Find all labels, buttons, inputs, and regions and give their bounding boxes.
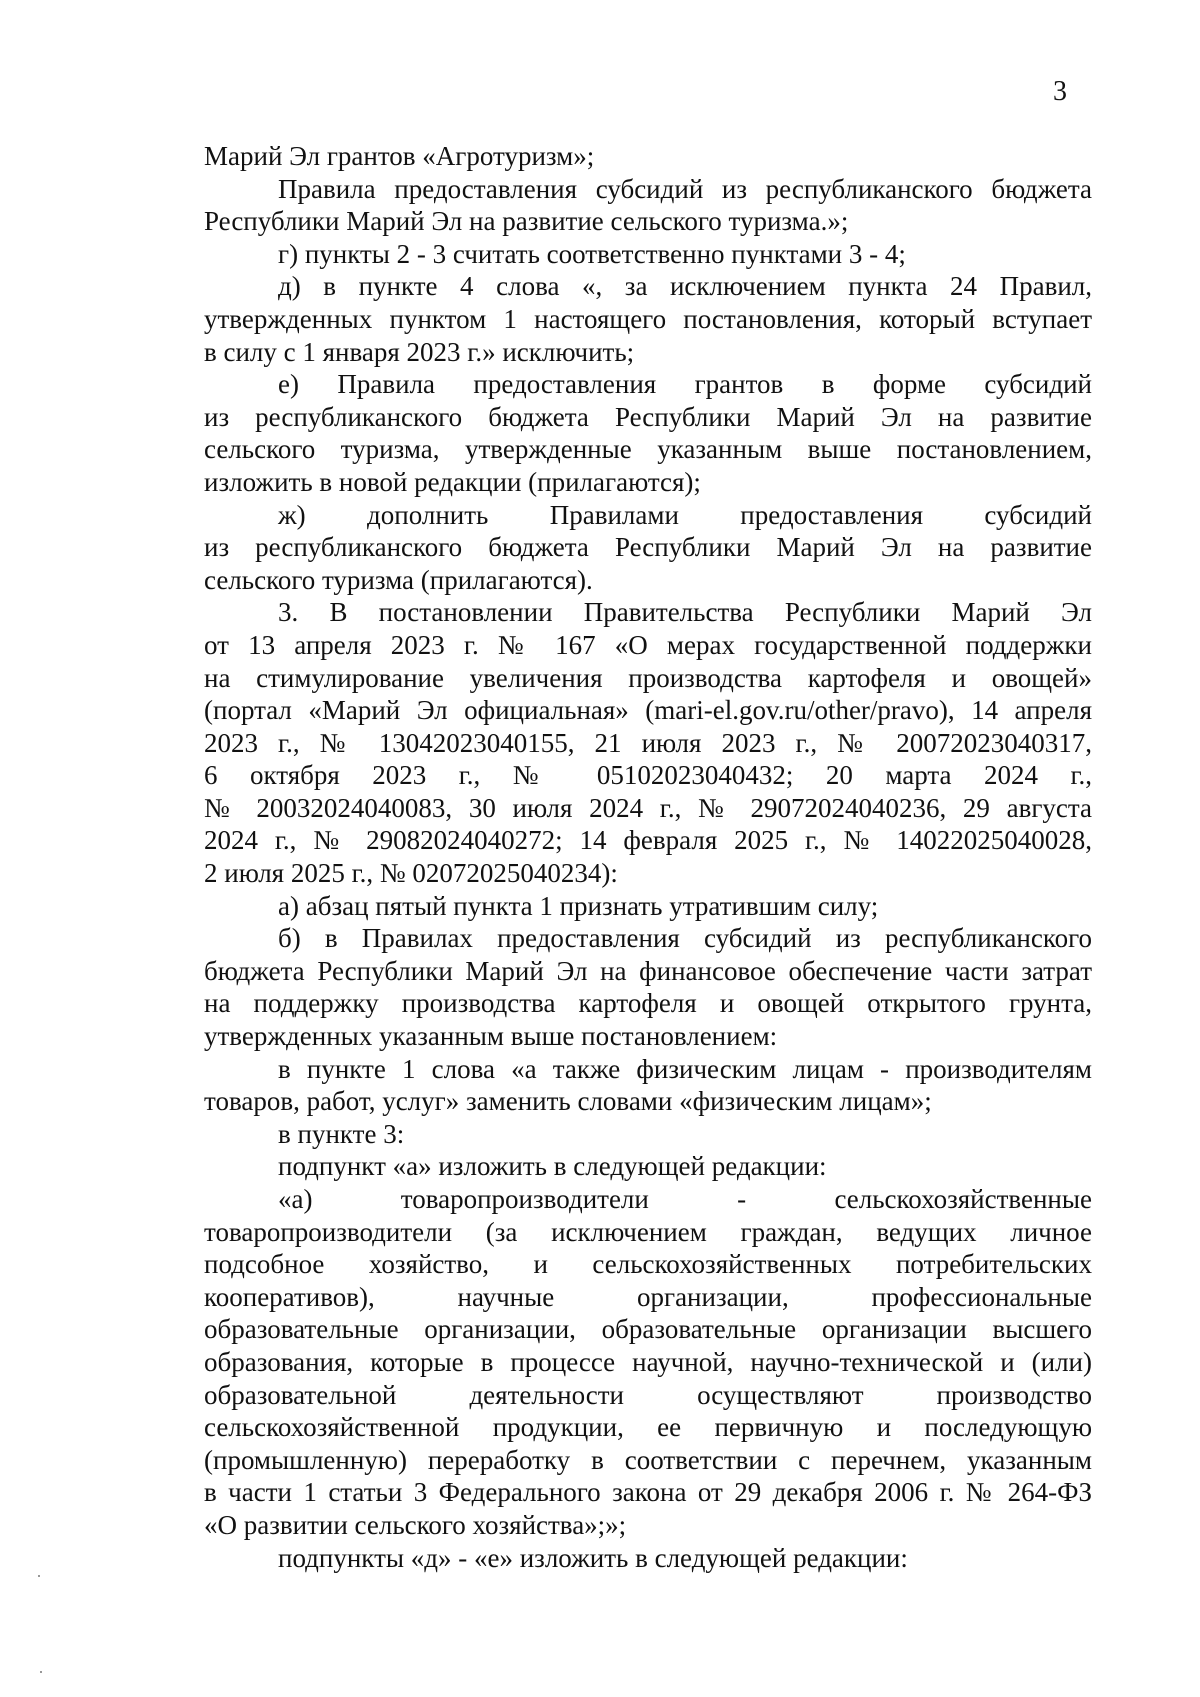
text-line: г) пункты 2 - 3 считать соответственно пунктами 3 - 4; <box>278 238 906 269</box>
text-line: подсобное хозяйство, и сельскохозяйственных потребительских <box>204 1249 1092 1280</box>
text-line: образовательные организации, образовательные организации высшего <box>204 1314 1092 1345</box>
text-line: в части 1 статьи 3 Федерального закона от 29 декабря 2006 г. № 264-ФЗ <box>204 1477 1092 1508</box>
text-line: на стимулирование увеличения производства картофеля и овощей» <box>204 662 1092 693</box>
text-line: д) в пункте 4 слова «, за исключением пункта 24 Правил, <box>278 271 1092 302</box>
text-line: (промышленную) переработку в соответствии с перечнем, указанным <box>204 1444 1092 1475</box>
text-line: товаров, работ, услуг» заменить словами «физическим лицам»; <box>204 1086 932 1117</box>
text-line: в силу с 1 января 2023 г.» исключить; <box>204 336 635 367</box>
text-line: сельского туризма, утвержденные указанным выше постановлением, <box>204 434 1092 465</box>
text-line: утвержденных пунктом 1 настоящего постановления, который вступает <box>204 303 1092 334</box>
text-line: образовательной деятельности осуществляют производство <box>204 1379 1092 1410</box>
text-line: подпункт «а» изложить в следующей редакции: <box>278 1151 827 1182</box>
text-line: подпункты «д» - «е» изложить в следующей редакции: <box>278 1542 908 1573</box>
text-line: е) Правила предоставления грантов в форме субсидий <box>278 369 1092 400</box>
text-line: в пункте 3: <box>278 1118 405 1149</box>
text-line: б) в Правилах предоставления субсидий из республиканского <box>278 923 1092 954</box>
text-line: 2024 г., № 29082024040272; 14 февраля 2025 г., № 14022025040028, <box>204 825 1092 856</box>
text-line: сельского туризма (прилагаются). <box>204 564 593 595</box>
text-line: Республики Марий Эл на развитие сельского туризма.»; <box>204 206 849 237</box>
text-line: 2 июля 2025 г., № 02072025040234): <box>204 858 618 889</box>
text-line: от 13 апреля 2023 г. № 167 «О мерах государственной поддержки <box>204 629 1092 660</box>
text-line: «О развитии сельского хозяйства»;»; <box>204 1509 627 1540</box>
text-line: а) абзац пятый пункта 1 признать утратившим силу; <box>278 890 879 921</box>
document-body <box>204 140 1092 1574</box>
text-line: 3. В постановлении Правительства Республики Марий Эл <box>278 597 1092 628</box>
text-line: изложить в новой редакции (прилагаются); <box>204 466 701 497</box>
text-line: ж) дополнить Правилами предоставления субсидий <box>278 499 1092 530</box>
text-line: из республиканского бюджета Республики Марий Эл на развитие <box>204 532 1092 563</box>
text-line: 2023 г., № 13042023040155, 21 июля 2023 г., № 20072023040317, <box>204 727 1092 758</box>
text-line: товаропроизводители (за исключением граждан, ведущих личное <box>204 1216 1092 1247</box>
text-line: на поддержку производства картофеля и овощей открытого грунта, <box>204 988 1092 1019</box>
text-line: 6 октября 2023 г., № 05102023040432; 20 марта 2024 г., <box>204 760 1092 791</box>
scan-speck <box>38 1575 40 1577</box>
text-line: № 20032024040083, 30 июля 2024 г., № 29072024040236, 29 августа <box>204 792 1092 823</box>
text-line: Марий Эл грантов «Агротуризм»; <box>204 141 595 171</box>
text-line: утвержденных указанным выше постановлением: <box>204 1021 778 1052</box>
text-line: в пункте 1 слова «а также физическим лицам - производителям <box>278 1053 1092 1084</box>
text-line: кооперативов), научные организации, профессиональные <box>204 1281 1092 1312</box>
text-line: Правила предоставления субсидий из республиканского бюджета <box>278 173 1092 204</box>
text-line: бюджета Республики Марий Эл на финансовое обеспечение части затрат <box>204 955 1092 986</box>
text-line: сельскохозяйственной продукции, ее первичную и последующую <box>204 1412 1092 1443</box>
text-line: «а) товаропроизводители - сельскохозяйственные <box>278 1184 1092 1214</box>
scan-speck <box>40 1671 42 1673</box>
text-line: из республиканского бюджета Республики Марий Эл на развитие <box>204 401 1092 432</box>
text-line: образования, которые в процессе научной, научно-технической и (или) <box>204 1346 1092 1377</box>
page-number: 3 <box>1053 76 1067 107</box>
text-line: (портал «Марий Эл официальная» (mari-el.gov.ru/other/pravo), 14 апреля <box>204 695 1092 726</box>
